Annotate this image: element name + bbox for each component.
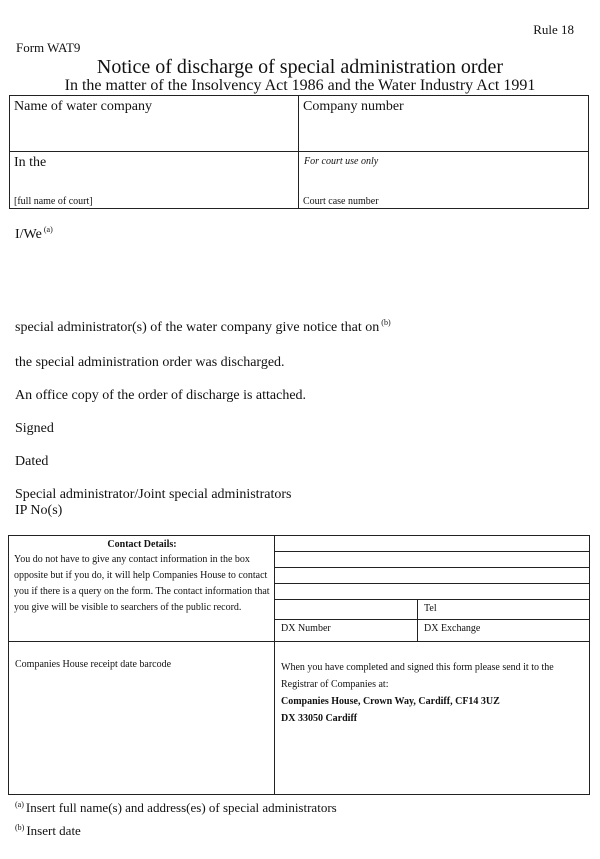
court-use-only-note: For court use only <box>304 156 379 167</box>
dx-number-label: DX Number <box>281 623 331 634</box>
contact-info-cell <box>9 536 275 642</box>
company-details-table <box>9 95 589 209</box>
court-case-number-label: Court case number <box>303 196 379 207</box>
registrar-info <box>275 642 590 795</box>
ip-number-label: IP No(s) <box>15 503 63 518</box>
discharged-line: the special administration order was discharged. <box>15 355 285 370</box>
tel-field[interactable] <box>418 600 590 620</box>
contact-line-4[interactable] <box>275 584 590 600</box>
registrar-address: Companies House, Crown Way, Cardiff, CF14 3UZ <box>281 696 500 707</box>
page-title: Notice of discharge of special administration order <box>96 56 504 78</box>
form-id: Form WAT9 <box>16 40 81 55</box>
contact-line-2[interactable] <box>275 552 590 568</box>
footnote-b-text: Insert date <box>26 823 81 838</box>
note-a-marker: (a) <box>43 225 53 234</box>
send-instruction: When you have completed and signed this form please send it to the Registrar of Companies at: <box>281 662 554 690</box>
court-case-number-field[interactable] <box>299 152 589 209</box>
court-name-field[interactable] <box>10 152 299 209</box>
company-name-field[interactable] <box>10 96 299 152</box>
footnote-a <box>15 795 337 818</box>
contact-info-text: You do not have to give any contact information in the box opposite but if you do, it will help Companies House to contact you if there is a query on the form. The contact information that you give will be visible to searchers of the public record. <box>14 554 270 613</box>
court-label: In the <box>14 155 47 170</box>
company-name-label: Name of water company <box>14 99 152 114</box>
barcode-label: Companies House receipt date barcode <box>15 659 172 670</box>
contact-details-table <box>8 535 590 795</box>
registrar-dx: DX 33050 Cardiff <box>281 713 358 724</box>
attached-line: An office copy of the order of discharge is attached. <box>15 388 307 403</box>
dx-exchange-field[interactable] <box>418 620 590 642</box>
administrators-text: special administrator(s) of the water company give notice that on <box>15 320 380 335</box>
contact-line-3[interactable] <box>275 568 590 584</box>
company-number-field[interactable] <box>299 96 589 152</box>
administrators-line <box>15 318 391 336</box>
i-we-line <box>15 225 53 243</box>
dx-exchange-label: DX Exchange <box>424 623 481 634</box>
company-number-label: Company number <box>303 99 404 114</box>
footnote-b-mark: (b) <box>15 823 25 832</box>
footnote-b <box>15 818 337 841</box>
court-hint: [full name of court] <box>14 196 93 207</box>
signed-label: Signed <box>15 421 54 436</box>
footnote-a-text: Insert full name(s) and address(es) of special administrators <box>25 800 337 815</box>
rule-number: Rule 18 <box>533 22 574 37</box>
dated-label: Dated <box>15 454 49 469</box>
tel-label: Tel <box>424 603 437 614</box>
dx-number-field[interactable] <box>275 620 418 642</box>
role-label: Special administrator/Joint special administrators <box>15 487 292 502</box>
footnotes <box>15 795 337 841</box>
contact-heading: Contact Details: <box>107 539 177 550</box>
page-subtitle: In the matter of the Insolvency Act 1986 and the Water Industry Act 1991 <box>64 77 536 94</box>
note-b-marker: (b) <box>381 318 391 327</box>
i-we-label: I/We <box>15 227 42 242</box>
barcode-area <box>9 642 275 795</box>
footnote-a-mark: (a) <box>15 800 24 809</box>
contact-line-5[interactable] <box>275 600 418 620</box>
contact-line-1[interactable] <box>275 536 590 552</box>
